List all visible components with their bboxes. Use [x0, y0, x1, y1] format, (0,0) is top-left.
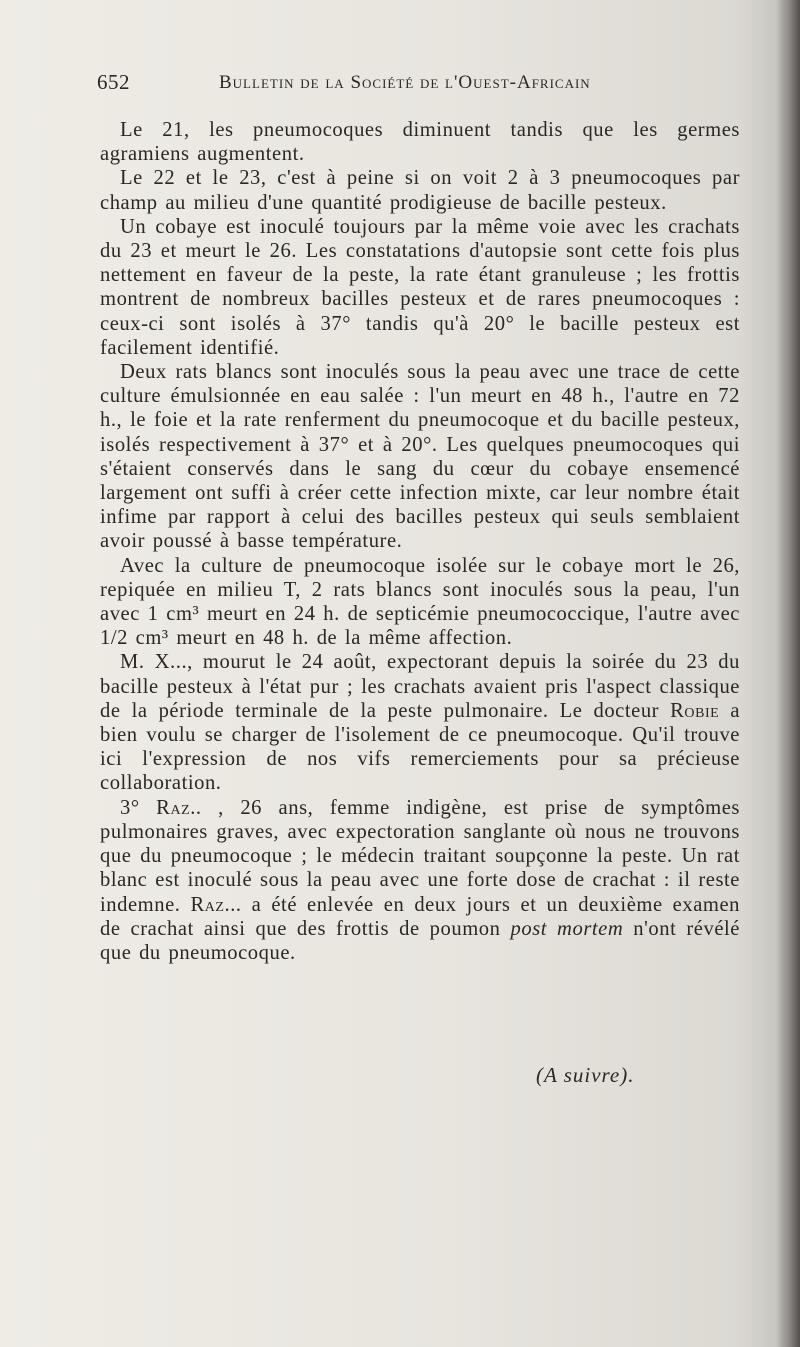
paragraph-text: a été enlevée en deux jours et un deuxième examen de crachat ainsi que des frottis de poumon	[100, 893, 740, 940]
article-body	[100, 118, 740, 965]
paragraph-text: 3°	[120, 796, 157, 819]
latin-phrase: post mortem	[510, 917, 624, 940]
page-number: 652	[97, 70, 130, 94]
paragraph: Deux rats blancs sont inoculés sous la peau avec une trace de cette culture émulsionnée en eau salée : l'un meurt en 48 h., l'autre en 72 h., le foie et la rate renferment du pneumocoque et du bacille pesteux, isolés respectivement à 37° et à 20°. Les quelques pneumocoques qui s'étaient conservés dans le sang du cœur du cobaye ensemencé largement ont suffi à créer cette infection mixte, car leur nombre était infime par rapport à celui des bacilles pesteux qui seuls semblaient avoir poussé à basse température.	[100, 361, 740, 553]
patient-name: Raz..	[156, 796, 202, 819]
paragraph: Le 22 et le 23, c'est à peine si on voit 2 à 3 pneumocoques par champ au milieu d'une quantité prodigieuse de bacille pesteux.	[100, 167, 740, 214]
page-edge-shadow	[776, 0, 800, 1347]
paragraph	[100, 650, 740, 795]
page-header	[97, 70, 697, 102]
paragraph	[100, 796, 740, 965]
running-title: Bulletin de la Société de l'Ouest-Africain	[219, 72, 591, 93]
paragraph-text: a bien voulu se charger de l'isolement de ce pneumocoque. Qu'il trouve ici l'expression de nos vifs remerciements pour sa précieuse collaboration.	[100, 699, 741, 795]
person-name: Robie	[670, 699, 720, 722]
paragraph: Un cobaye est inoculé toujours par la même voie avec les crachats du 23 et meurt le 26. Les constatations d'autopsie sont cette fois plus nettement en faveur de la peste, la rate étant granuleuse ; les frottis montrent de nombreux bacilles pesteux et de rares pneumocoques : ceux-ci sont isolés à 37° tandis qu'à 20° le bacille pesteux est facilement identifié.	[100, 215, 740, 359]
paragraph: Avec la culture de pneumocoque isolée sur le cobaye mort le 26, repiquée en milieu T, 2 rats blancs sont inoculés sous la peau, l'un avec 1 cm³ meurt en 24 h. de septicémie pneumococcique, l'autre avec 1/2 cm³ meurt en 48 h. de la même affection.	[100, 554, 740, 650]
paragraph-text: , 26 ans, femme indigène, est prise de symptômes pulmonaires graves, avec expectoration sanglante où nous ne trouvons que du pneumocoque ; le médecin traitant soupçonne la peste. Un rat blanc est inoculé sous la peau avec une forte dose de crachat : il reste indemne.	[100, 796, 740, 916]
paragraph-text: n'ont révélé que du pneumocoque.	[100, 917, 740, 964]
paragraph-text: M. X..., mourut le 24 août, expectorant depuis la soirée du 23 du bacille pesteux à l'état pur ; les crachats avaient pris l'aspect classique de la période terminale de la peste pulmonaire. Le docteur	[100, 651, 740, 722]
continuation-note: (A suivre).	[536, 1063, 635, 1087]
paragraph: Le 21, les pneumocoques diminuent tandis que les germes agramiens augmentent.	[100, 119, 740, 166]
patient-name: Raz...	[190, 893, 242, 916]
